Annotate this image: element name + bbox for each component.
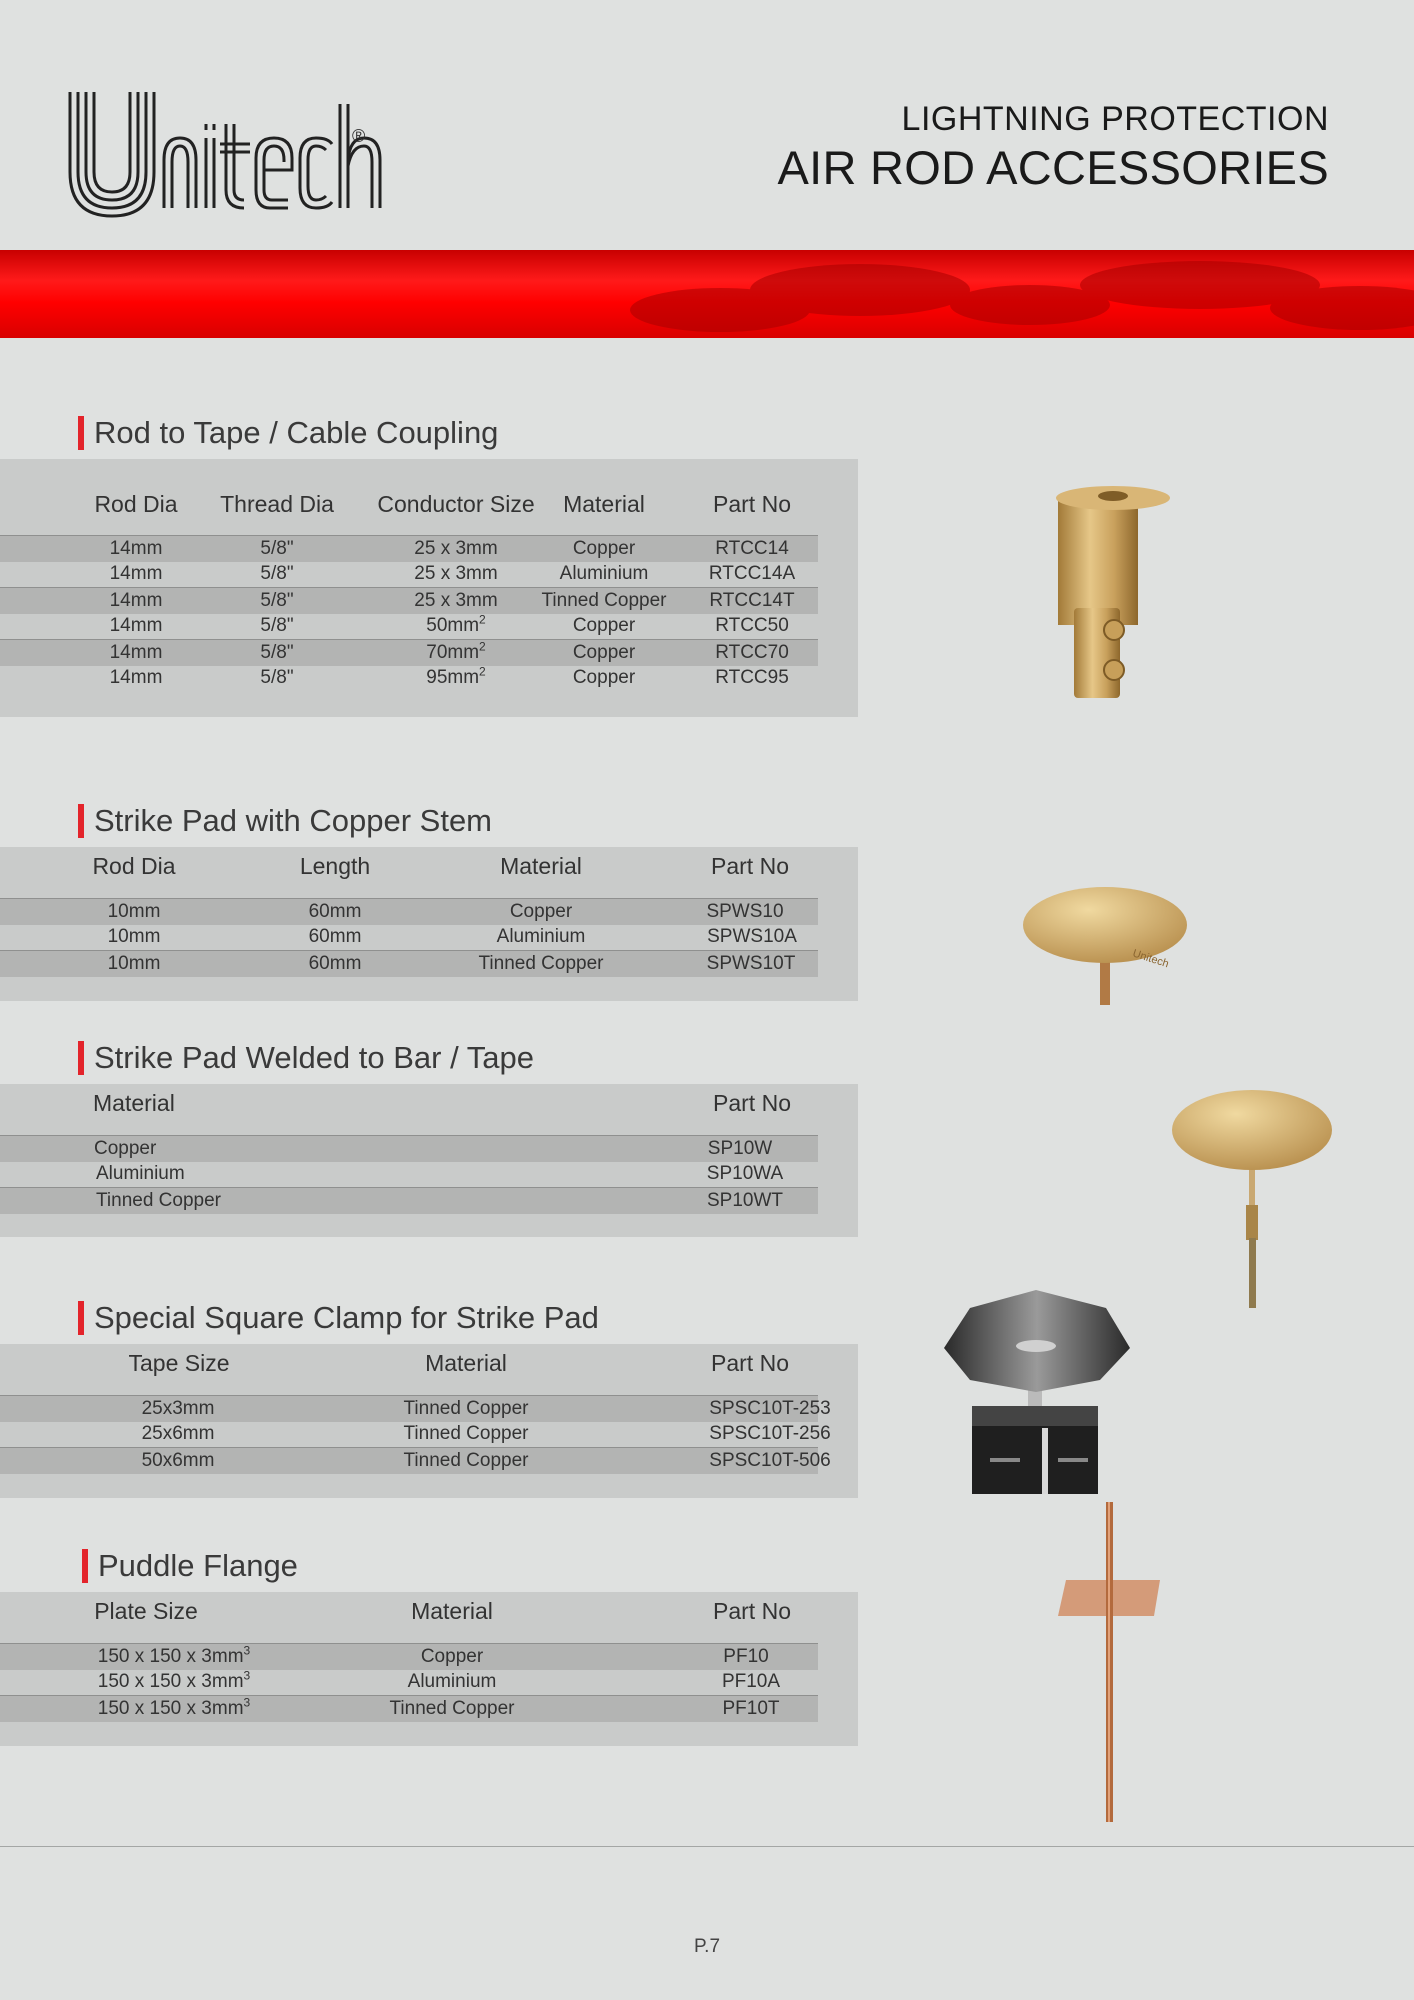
section-title-strike-pad-stem: Strike Pad with Copper Stem — [78, 804, 492, 838]
cell: 25 x 3mm — [414, 538, 498, 559]
cell: 25 x 3mm — [414, 563, 498, 584]
header-subtitle: LIGHTNING PROTECTION — [901, 100, 1329, 138]
section-title-strike-pad-welded: Strike Pad Welded to Bar / Tape — [78, 1041, 534, 1075]
cell: Tinned Copper — [478, 953, 604, 974]
cell: 10mm — [107, 901, 161, 922]
cell: 14mm — [109, 590, 163, 611]
table-row — [0, 1447, 831, 1474]
cell: Copper — [94, 1138, 157, 1159]
cell: $50mm^2$ — [426, 612, 486, 636]
cell: 14mm — [109, 563, 163, 584]
cell: Tinned Copper — [389, 1698, 515, 1719]
cell: 25x3mm — [141, 1398, 215, 1419]
cell: Copper — [572, 615, 636, 636]
cell: SP10W — [707, 1138, 773, 1159]
cell: Aluminium — [496, 926, 586, 947]
table-rod-to-tape — [0, 459, 858, 717]
cell: 5/8" — [260, 538, 294, 559]
col-header: Part No — [711, 1350, 789, 1376]
cell: RTCC70 — [715, 642, 789, 663]
cell: RTCC50 — [715, 615, 789, 636]
col-header: Material — [93, 1090, 175, 1116]
table-row — [0, 1695, 818, 1722]
coupling-product-image — [1040, 478, 1180, 703]
section-title-square-clamp: Special Square Clamp for Strike Pad — [78, 1301, 599, 1335]
col-header: Part No — [713, 1090, 791, 1116]
table-strike-pad-stem — [0, 847, 858, 1001]
cell: 5/8" — [260, 667, 294, 688]
cell: Copper — [572, 642, 636, 663]
col-header: Rod Dia — [92, 853, 176, 879]
cell: 150 x 150 x $3mm^3$ — [97, 1643, 251, 1667]
page-title: AIR ROD ACCESSORIES — [777, 141, 1329, 194]
cell: PF10T — [722, 1698, 780, 1719]
unitech-logo — [66, 90, 386, 220]
cell: 5/8" — [260, 563, 294, 584]
cell: 14mm — [109, 642, 163, 663]
cell: RTCC14A — [708, 563, 796, 584]
cell: 5/8" — [260, 642, 294, 663]
page-number: P.7 — [693, 1936, 721, 1957]
cell: 10mm — [107, 953, 161, 974]
cell: 5/8" — [260, 615, 294, 636]
strike-pad-logo-text: Unitech — [1131, 947, 1171, 971]
table-strike-pad-welded — [0, 1084, 858, 1237]
col-header: Material — [425, 1350, 507, 1376]
cell: RTCC14 — [715, 538, 789, 559]
table-row — [0, 924, 818, 950]
cell: Copper — [420, 1646, 484, 1667]
table-row — [0, 898, 818, 925]
table-row — [0, 1187, 818, 1214]
cell: SPSC10T-256 — [709, 1423, 831, 1444]
table-row — [0, 1643, 818, 1670]
cell: SP10WT — [706, 1190, 784, 1211]
cell: 14mm — [109, 667, 163, 688]
col-header: Tape Size — [128, 1350, 230, 1376]
table-row — [0, 1669, 818, 1695]
col-header: Plate Size — [94, 1598, 198, 1624]
cell: Tinned Copper — [403, 1450, 529, 1471]
cell: Tinned Copper — [96, 1190, 221, 1211]
col-header: Part No — [711, 853, 789, 879]
cell: 10mm — [107, 926, 161, 947]
table-row — [0, 587, 818, 614]
table-row — [0, 1161, 818, 1187]
puddle-flange-image — [1050, 1500, 1170, 1825]
table-row — [0, 665, 818, 691]
cell: SPWS10T — [706, 953, 796, 974]
cell: RTCC95 — [715, 667, 789, 688]
cell: $95mm^2$ — [426, 664, 486, 688]
cell: Tinned Copper — [403, 1423, 529, 1444]
cell: SP10WA — [706, 1163, 784, 1184]
table-row — [0, 613, 818, 639]
strike-pad-welded-image — [1170, 1080, 1335, 1310]
cell: 25x6mm — [141, 1423, 215, 1444]
cell: PF10A — [721, 1671, 781, 1692]
table-row — [0, 1135, 818, 1162]
col-header: Material — [411, 1598, 493, 1624]
cell: Copper — [509, 901, 573, 922]
cell: 60mm — [308, 901, 362, 922]
cell: Aluminium — [96, 1163, 185, 1184]
square-clamp-image — [940, 1288, 1132, 1500]
table-puddle-flange — [0, 1592, 858, 1746]
strike-pad-stem-image — [1020, 880, 1190, 1010]
cell: SPSC10T-253 — [709, 1398, 831, 1419]
cell: 60mm — [308, 926, 362, 947]
col-header: Part No — [713, 1598, 791, 1624]
cell: SPWS10 — [706, 901, 784, 922]
cell: Copper — [572, 667, 636, 688]
cell: Tinned Copper — [541, 590, 667, 611]
cell: 150 x 150 x $3mm^3$ — [97, 1695, 251, 1719]
table-row — [0, 950, 818, 977]
cell: SPWS10A — [707, 926, 797, 947]
col-header: Thread Dia — [220, 491, 334, 517]
table-row — [0, 561, 818, 587]
col-header: Material — [500, 853, 582, 879]
table-row — [0, 535, 818, 562]
cell: PF10 — [723, 1646, 769, 1667]
col-header: Rod Dia — [94, 491, 178, 517]
cell: Aluminium — [407, 1671, 497, 1692]
cell: 5/8" — [260, 590, 294, 611]
footer-divider — [0, 1846, 1414, 1847]
cell: 60mm — [308, 953, 362, 974]
section-title-puddle-flange: Puddle Flange — [82, 1549, 298, 1583]
cell: 50x6mm — [141, 1450, 215, 1471]
cell: Tinned Copper — [403, 1398, 529, 1419]
col-header: Material — [563, 491, 645, 517]
cell: Copper — [572, 538, 636, 559]
col-header: Length — [299, 853, 371, 879]
table-row — [0, 1395, 831, 1422]
registered-mark: ® — [352, 126, 366, 146]
table-row — [0, 639, 818, 666]
cell: 25 x 3mm — [414, 590, 498, 611]
cell: SPSC10T-506 — [709, 1450, 831, 1471]
cell: RTCC14T — [709, 590, 795, 611]
table-square-clamp — [0, 1344, 858, 1498]
red-banner — [0, 250, 1414, 338]
section-title-rod-to-tape: Rod to Tape / Cable Coupling — [78, 416, 498, 450]
col-header: Conductor Size — [377, 491, 535, 517]
cell: $70mm^2$ — [426, 639, 486, 663]
cell: 14mm — [109, 615, 163, 636]
col-header: Part No — [713, 491, 791, 517]
cell: Aluminium — [559, 563, 649, 584]
table-row — [0, 1421, 831, 1447]
cell: 14mm — [109, 538, 163, 559]
cell: 150 x 150 x $3mm^3$ — [97, 1668, 251, 1692]
